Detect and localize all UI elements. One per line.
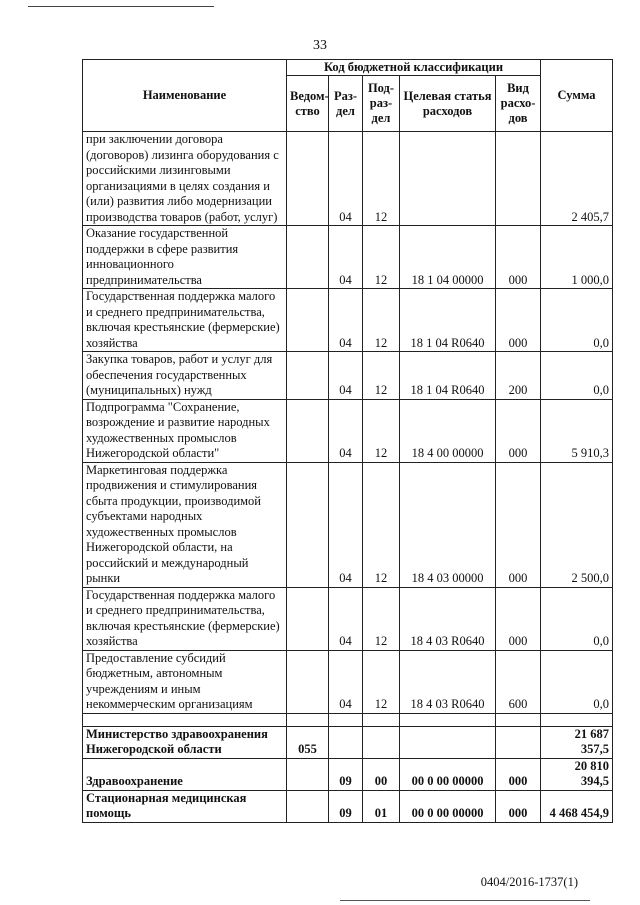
table-row	[83, 462, 613, 587]
cell-dept	[287, 587, 329, 650]
cell-exp-type: 600	[496, 650, 541, 713]
cell-exp-type: 000	[496, 226, 541, 289]
cell-exp-type	[496, 713, 541, 726]
cell-target: 18 1 04 00000	[400, 226, 496, 289]
cell-dept	[287, 399, 329, 462]
cell-name: Здравоохранение	[83, 758, 287, 790]
document-code: 0404/2016-1737(1)	[480, 875, 578, 889]
table-row	[83, 226, 613, 289]
cell-section: 04	[329, 399, 363, 462]
cell-subsection: 12	[363, 226, 400, 289]
table-row	[83, 352, 613, 400]
cell-subsection: 12	[363, 587, 400, 650]
cell-name: Оказание государственной поддержки в сфере развития инновационного предпринимательства	[83, 226, 287, 289]
cell-exp-type: 000	[496, 399, 541, 462]
cell-sum: 2 500,0	[541, 462, 613, 587]
cell-exp-type: 000	[496, 758, 541, 790]
table-row	[83, 650, 613, 713]
cell-target	[400, 726, 496, 758]
budget-table	[82, 59, 613, 823]
cell-dept	[287, 462, 329, 587]
cell-sum: 0,0	[541, 587, 613, 650]
cell-exp-type	[496, 726, 541, 758]
cell-subsection: 12	[363, 650, 400, 713]
cell-section: 04	[329, 226, 363, 289]
header-subsection: Под-раз-дел	[363, 76, 400, 132]
cell-exp-type: 000	[496, 289, 541, 352]
header-dept: Ведом-ство	[287, 76, 329, 132]
cell-exp-type: 000	[496, 587, 541, 650]
cell-subsection: 01	[363, 790, 400, 822]
cell-sum: 4 468 454,9	[541, 790, 613, 822]
cell-section: 04	[329, 650, 363, 713]
header-target: Целевая статья расходов	[400, 76, 496, 132]
table-row	[83, 758, 613, 790]
cell-name	[83, 713, 287, 726]
table-body	[83, 132, 613, 823]
cell-sum: 21 687 357,5	[541, 726, 613, 758]
cell-name: Министерство здравоохранения Нижегородской области	[83, 726, 287, 758]
cell-sum: 0,0	[541, 650, 613, 713]
cell-sum: 5 910,3	[541, 399, 613, 462]
cell-dept: 055	[287, 726, 329, 758]
top-rule	[28, 6, 214, 7]
cell-dept	[287, 650, 329, 713]
cell-target: 18 4 00 00000	[400, 399, 496, 462]
cell-target	[400, 132, 496, 226]
cell-section: 04	[329, 352, 363, 400]
cell-name: Подпрограмма "Сохранение, возрождение и развитие народных художественных промыслов Нижегородской области"	[83, 399, 287, 462]
cell-sum: 20 810 394,5	[541, 758, 613, 790]
cell-section: 04	[329, 132, 363, 226]
table-row	[83, 587, 613, 650]
cell-target: 18 1 04 R0640	[400, 352, 496, 400]
cell-subsection	[363, 726, 400, 758]
bottom-rule	[340, 900, 590, 901]
cell-target	[400, 713, 496, 726]
table-row	[83, 289, 613, 352]
table-row	[83, 790, 613, 822]
cell-exp-type: 000	[496, 462, 541, 587]
cell-sum: 0,0	[541, 352, 613, 400]
cell-subsection: 12	[363, 289, 400, 352]
cell-section	[329, 726, 363, 758]
cell-section: 04	[329, 462, 363, 587]
cell-exp-type: 000	[496, 790, 541, 822]
cell-target: 00 0 00 00000	[400, 758, 496, 790]
page-number: 33	[313, 38, 327, 53]
cell-sum: 2 405,7	[541, 132, 613, 226]
table-row	[83, 726, 613, 758]
cell-section: 04	[329, 587, 363, 650]
cell-dept	[287, 758, 329, 790]
cell-target: 18 1 04 R0640	[400, 289, 496, 352]
cell-exp-type: 200	[496, 352, 541, 400]
cell-target: 18 4 03 R0640	[400, 650, 496, 713]
cell-subsection: 00	[363, 758, 400, 790]
cell-name: Государственная поддержка малого и среднего предпринимательства, включая крестьянские (фермерские) хозяйства	[83, 587, 287, 650]
cell-subsection: 12	[363, 462, 400, 587]
cell-target: 00 0 00 00000	[400, 790, 496, 822]
cell-name: Закупка товаров, работ и услуг для обеспечения государственных (муниципальных) нужд	[83, 352, 287, 400]
header-sum: Сумма	[541, 60, 613, 132]
header-classification: Код бюджетной классификации	[287, 60, 541, 76]
header-section: Раз-дел	[329, 76, 363, 132]
table-row	[83, 399, 613, 462]
cell-sum: 0,0	[541, 289, 613, 352]
cell-dept	[287, 713, 329, 726]
cell-section: 04	[329, 289, 363, 352]
cell-subsection	[363, 713, 400, 726]
table-row	[83, 132, 613, 226]
cell-sum: 1 000,0	[541, 226, 613, 289]
cell-dept	[287, 226, 329, 289]
cell-exp-type	[496, 132, 541, 226]
cell-dept	[287, 790, 329, 822]
cell-target: 18 4 03 R0640	[400, 587, 496, 650]
cell-target: 18 4 03 00000	[400, 462, 496, 587]
cell-dept	[287, 132, 329, 226]
header-exp-type: Вид расхо-дов	[496, 76, 541, 132]
cell-subsection: 12	[363, 352, 400, 400]
cell-name: Предоставление субсидий бюджетным, автономным учреждениям и иным некоммерческим организациям	[83, 650, 287, 713]
cell-name: Государственная поддержка малого и среднего предпринимательства, включая крестьянские (фермерские) хозяйства	[83, 289, 287, 352]
cell-dept	[287, 352, 329, 400]
cell-subsection: 12	[363, 399, 400, 462]
cell-name: Маркетинговая поддержка продвижения и стимулирования сбыта продукции, производимой субъектами народных художественных промыслов Нижегородской области, на российский и международный рынки	[83, 462, 287, 587]
cell-section	[329, 713, 363, 726]
cell-dept	[287, 289, 329, 352]
cell-name: при заключении договора (договоров) лизинга оборудования с российскими лизинговыми организациями в целях создания и (или) развития либо модернизации производства товаров (работ, услуг)	[83, 132, 287, 226]
cell-section: 09	[329, 758, 363, 790]
cell-subsection: 12	[363, 132, 400, 226]
table-row	[83, 713, 613, 726]
cell-name: Стационарная медицинская помощь	[83, 790, 287, 822]
header-name: Наименование	[83, 60, 287, 132]
cell-sum	[541, 713, 613, 726]
cell-section: 09	[329, 790, 363, 822]
